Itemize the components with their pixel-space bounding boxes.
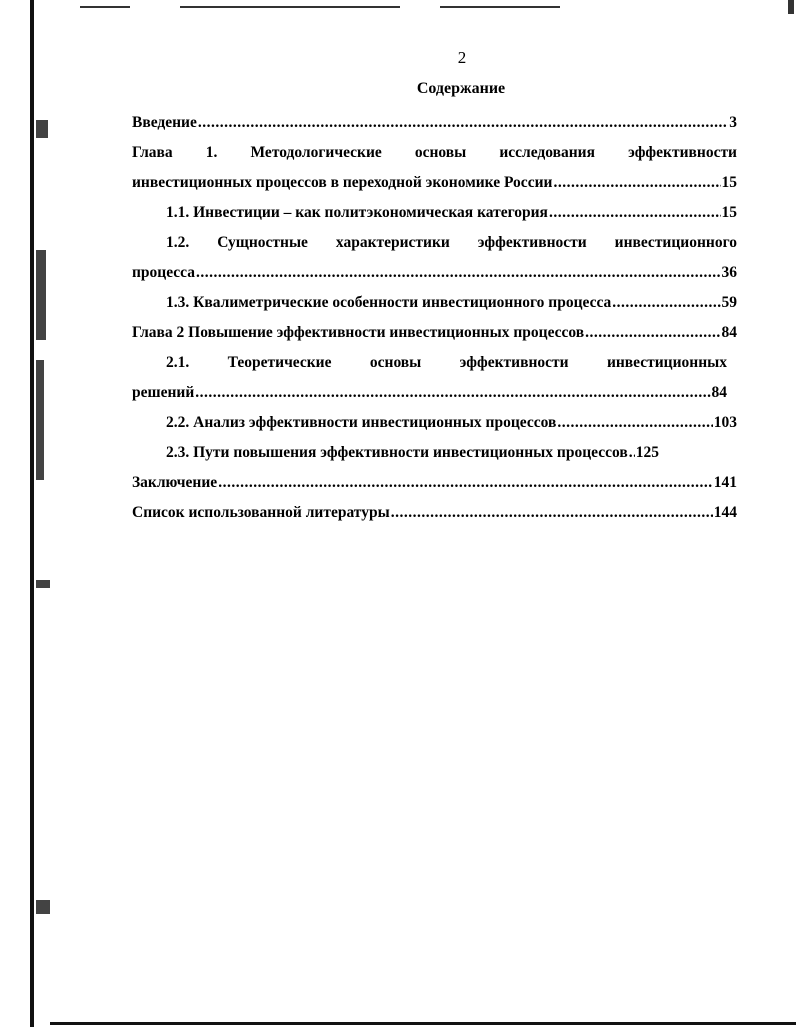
toc-entry-section-1-3 (132, 288, 737, 318)
toc-entry-page: 141 (713, 474, 737, 491)
toc-entry-page: 103 (713, 414, 737, 431)
toc-leader-dots (196, 258, 721, 288)
toc-entry-page: 125 (635, 444, 659, 461)
toc-entry-intro (132, 108, 737, 138)
scan-noise (36, 120, 48, 138)
toc-entry-references (132, 498, 737, 528)
toc-leader-dots (612, 288, 720, 318)
toc-leader-dots (553, 168, 720, 198)
toc-entry-section-2-1-line1 (132, 348, 737, 378)
toc-entry-section-2-3 (132, 438, 737, 468)
toc-leader-dots (585, 318, 720, 348)
toc-entry-page: 84 (721, 324, 737, 341)
scan-top-edge (440, 6, 560, 8)
scan-noise (36, 250, 46, 340)
toc-entry-text: 1.3. Квалиметрические особенности инвестиционного процесса (166, 294, 612, 311)
toc-entry-page: 84 (711, 384, 727, 401)
toc-entry-text: 2.2. Анализ эффективности инвестиционных процессов (166, 414, 557, 431)
toc-entry-chapter1 (132, 168, 737, 198)
scan-top-edge (80, 6, 130, 8)
toc-entry-page: 144 (713, 504, 737, 521)
toc-leader-dots (391, 498, 713, 528)
page-number: 2 (457, 48, 467, 67)
toc-entry-page: 15 (721, 174, 737, 191)
toc-entry-text: процесса (132, 264, 195, 281)
toc-leader-dots (629, 438, 635, 468)
scan-noise (36, 580, 50, 588)
toc-title: Содержание (416, 80, 506, 97)
toc-entry-chapter2 (132, 318, 737, 348)
scan-noise (36, 900, 50, 914)
toc-entry-text: Заключение (132, 474, 218, 491)
scan-right-edge (788, 0, 794, 14)
toc-entry-text: 1.1. Инвестиции – как политэкономическая категория (166, 204, 548, 221)
toc-entry-page: 36 (721, 264, 737, 281)
toc-entry-text: 1.2. Сущностные характеристики эффективности инвестиционного (166, 234, 737, 251)
toc-leader-dots (195, 378, 710, 408)
scan-top-edge (180, 6, 400, 8)
scan-left-edge (30, 0, 34, 1027)
toc-entry-text: решений (132, 384, 195, 401)
toc-entry-text: Введение (132, 114, 197, 131)
toc-entry-text: 2.3. Пути повышения эффективности инвестиционных процессов (166, 444, 628, 461)
toc-leader-dots (198, 108, 728, 138)
toc-entry-page: 15 (721, 204, 737, 221)
toc-entry-text: 2.1. Теоретические основы эффективности инвестиционных (166, 354, 727, 371)
toc-entry-section-1-2-line1 (132, 228, 737, 258)
toc-entry-text: Глава 1. Методологические основы исследования эффективности (132, 144, 737, 161)
toc-entry-section-1-1 (132, 198, 737, 228)
scan-bottom-edge (50, 1022, 796, 1025)
toc-leader-dots (557, 408, 712, 438)
toc-leader-dots (218, 468, 713, 498)
toc-entry-section-1-2 (132, 258, 737, 288)
toc-entry-page: 59 (721, 294, 737, 311)
toc-entry-page: 3 (729, 114, 737, 131)
toc-leader-dots (549, 198, 721, 228)
toc-entry-chapter1-line1 (132, 138, 737, 168)
table-of-contents (132, 108, 737, 528)
toc-entry-text: Список использованной литературы (132, 504, 390, 521)
toc-entry-conclusion (132, 468, 737, 498)
toc-entry-section-2-2 (132, 408, 737, 438)
scan-noise (36, 360, 44, 480)
toc-entry-text: Глава 2 Повышение эффективности инвестиционных процессов (132, 324, 585, 341)
toc-entry-section-2-1 (132, 378, 737, 408)
toc-entry-text: инвестиционных процессов в переходной экономике России (132, 174, 553, 191)
